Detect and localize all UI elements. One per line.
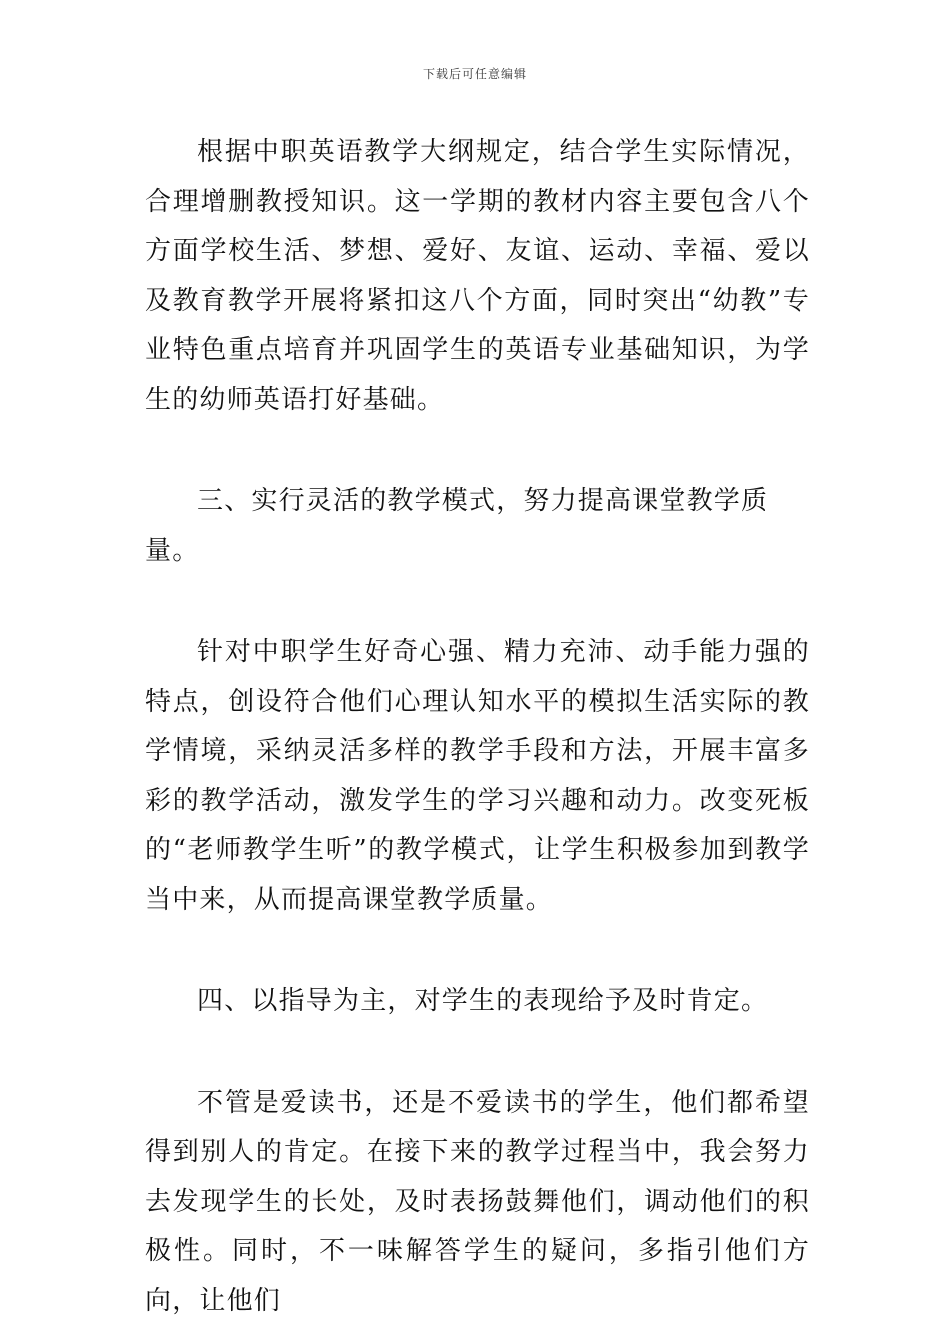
paragraph-curriculum: 根据中职英语教学大纲规定，结合学生实际情况，合理增删教授知识。这一学期的教材内容主要包含八个方面学校生活、梦想、爱好、友谊、运动、幸福、爱以及教育教学开展将紧扣这八个方面，同时突出“幼教”专业特色重点培育并巩固学生的英语专业基础知识，为学生的幼师英语打好基础。 (145, 137, 810, 415)
page-header: 下载后可任意编辑 (422, 67, 527, 81)
document-body (145, 128, 810, 1326)
paragraph-gap (145, 925, 810, 977)
paragraph-gap (145, 425, 810, 477)
paragraph-gap (145, 1027, 810, 1079)
paragraph-teaching-mode: 针对中职学生好奇心强、精力充沛、动手能力强的特点，创设符合他们心理认知水平的模拟生活实际的教学情境，采纳灵活多样的教学手段和方法，开展丰富多彩的教学活动，激发学生的学习兴趣和动力。改变死板的“老师教学生听”的教学模式，让学生积极参加到教学当中来，从而提高课堂教学质量。 (145, 637, 810, 915)
paragraph-gap (145, 576, 810, 628)
section-heading-4: 四、以指导为主，对学生的表现给予及时肯定。 (197, 986, 769, 1016)
paragraph-encouragement: 不管是爱读书，还是不爱读书的学生，他们都希望得到别人的肯定。在接下来的教学过程当中，我会努力去发现学生的长处，及时表扬鼓舞他们，调动他们的积极性。同时，不一味解答学生的疑问，多指引他们方向，让他们 (145, 1087, 810, 1316)
section-heading-3: 三、实行灵活的教学模式，努力提高课堂教学质量。 (145, 486, 769, 566)
